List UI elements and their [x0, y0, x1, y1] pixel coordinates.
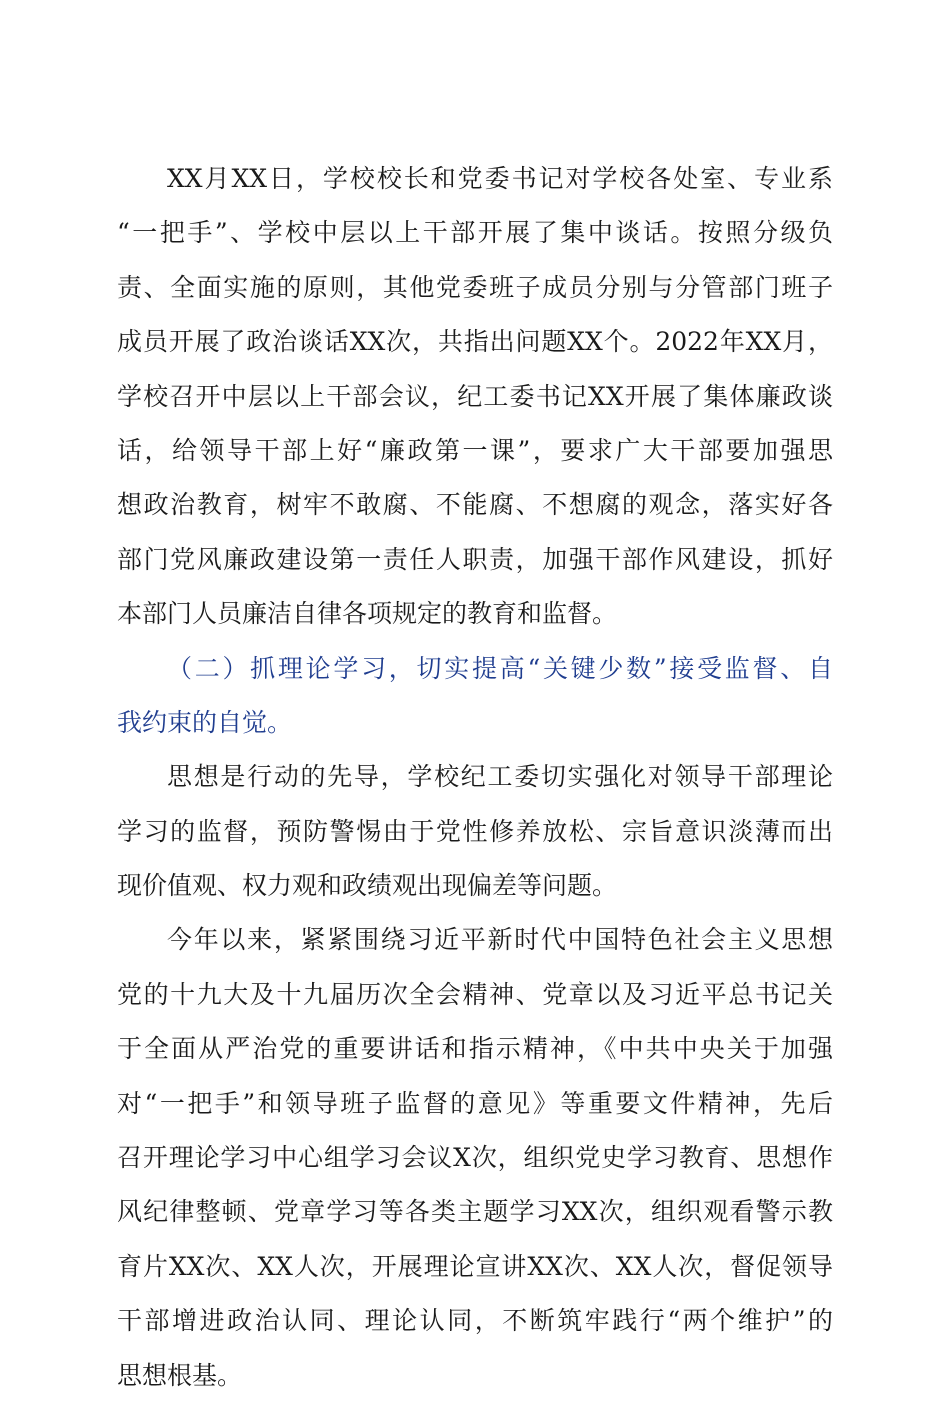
text-line: 学习的监督，预防警惕由于党性修养放松、宗旨意识淡薄而出: [117, 816, 833, 846]
text-line: 党的十九大及十九届历次全会精神、党章以及习近平总书记关: [117, 979, 833, 1009]
text-line: 于全面从严治党的重要讲话和指示精神，《中共中央关于加强: [117, 1034, 833, 1064]
text-line: 想政治教育，树牢不敢腐、不能腐、不想腐的观念，落实好各: [117, 490, 833, 520]
document-body: [117, 152, 833, 1403]
text-line: “一把手”、学校中层以上干部开展了集中谈话。按照分级负: [117, 218, 833, 248]
text-line: 学校召开中层以上干部会议，纪工委书记XX开展了集体廉政谈: [117, 381, 833, 411]
text-line: 部门党风廉政建设第一责任人职责，加强干部作风建设，抓好: [117, 544, 833, 574]
heading-line: （二）抓理论学习，切实提高“关键少数”接受监督、自: [167, 653, 833, 683]
paragraph-study: [117, 913, 833, 1403]
text-line: 思想根基。: [117, 1360, 243, 1390]
text-line: 责、全面实施的原则，其他党委班子成员分别与分管部门班子: [117, 272, 833, 302]
text-line: 思想是行动的先导，学校纪工委切实强化对领导干部理论: [167, 762, 833, 792]
text-line: 干部增进政治认同、理论认同，不断筑牢践行“两个维护”的: [117, 1306, 833, 1336]
text-line: 今年以来，紧紧围绕习近平新时代中国特色社会主义思想: [167, 925, 833, 955]
text-line: 本部门人员廉洁自律各项规定的教育和监督。: [117, 599, 618, 629]
text-line: 成员开展了政治谈话XX次，共指出问题XX个。2022年XX月，: [117, 327, 833, 357]
text-line: 话，给领导干部上好“廉政第一课”，要求广大干部要加强思: [117, 435, 833, 465]
text-line: 召开理论学习中心组学习会议X次，组织党史学习教育、思想作: [117, 1143, 833, 1173]
text-line: 风纪律整顿、党章学习等各类主题学习XX次，组织观看警示教: [117, 1197, 833, 1227]
text-line: 现价值观、权力观和政绩观出现偏差等问题。: [117, 871, 618, 901]
paragraph-talks: [117, 152, 833, 642]
text-line: 育片XX次、XX人次，开展理论宣讲XX次、XX人次，督促领导: [117, 1251, 833, 1281]
section-heading: [117, 642, 833, 751]
heading-line: 我约束的自觉。: [117, 707, 293, 737]
paragraph-thought: [117, 750, 833, 913]
text-line: 对“一把手”和领导班子监督的意见》等重要文件精神，先后: [117, 1088, 833, 1118]
text-line: XX月XX日，学校校长和党委书记对学校各处室、专业系: [167, 164, 833, 193]
